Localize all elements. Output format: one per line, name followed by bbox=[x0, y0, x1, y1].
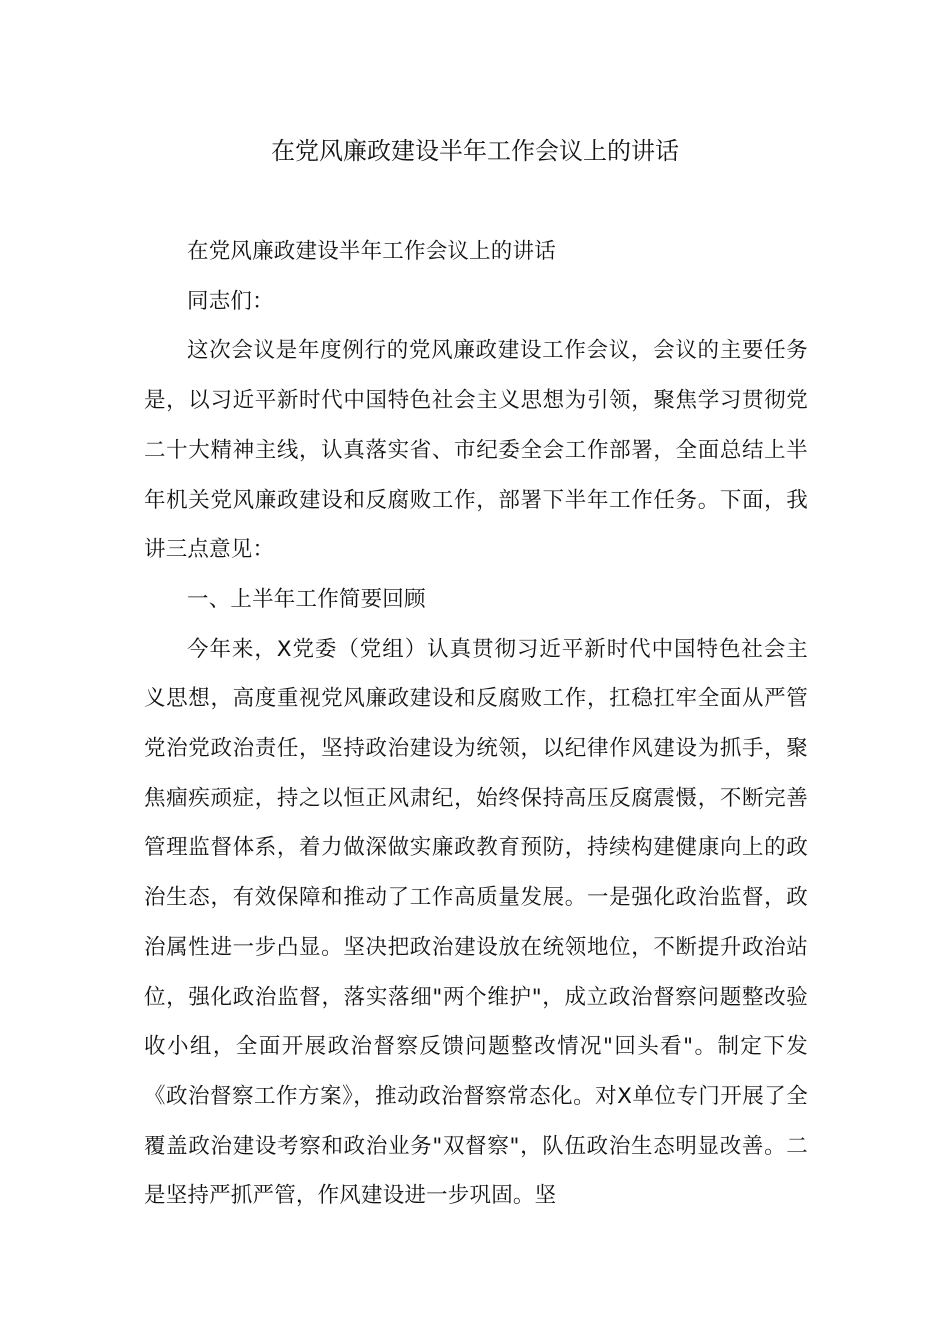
paragraph-salutation: 同志们： bbox=[187, 288, 274, 314]
paragraph-review-body: 今年来，X党委（党组）认真贯彻习近平新时代中国特色社会主义思想，高度重视党风廉政建设和反腐败工作，扛稳扛牢全面从严管党治党政治责任，坚持政治建设为统领，以纪律作风建设为抓手，聚焦痼疾顽症，持之以恒正风肃纪，始终保持高压反腐震慑，不断完善管理监督体系，着力做深做实廉政教育预防，持续构建健康向上的政治生态，有效保障和推动了工作高质量发展。一是强化政治监督，政治属性进一步凸显。坚决把政治建设放在统领地位，不断提升政治站位，强化政治监督，落实落细"两个维护"，成立政治督察问题整改验收小组，全面开展政治督察反馈问题整改情况"回头看"。制定下发《政治督察工作方案》，推动政治督察常态化。对X单位专门开展了全覆盖政治建设考察和政治业务"双督察"，队伍政治生态明显改善。二是坚持严抓严管，作风建设进一步巩固。坚 bbox=[144, 636, 808, 1209]
document-body bbox=[144, 227, 808, 1221]
section-heading-review: 一、上半年工作简要回顾 bbox=[187, 586, 426, 612]
paragraph-subtitle: 在党风廉政建设半年工作会议上的讲话 bbox=[187, 239, 556, 264]
document-title: 在党风廉政建设半年工作会议上的讲话 bbox=[271, 137, 679, 165]
paragraph-intro: 这次会议是年度例行的党风廉政建设工作会议，会议的主要任务是，以习近平新时代中国特色社会主义思想为引领，聚焦学习贯彻党二十大精神主线，认真落实省、市纪委全会工作部署，全面总结上半年机关党风廉政建设和反腐败工作，部署下半年工作任务。下面，我讲三点意见： bbox=[144, 338, 808, 563]
